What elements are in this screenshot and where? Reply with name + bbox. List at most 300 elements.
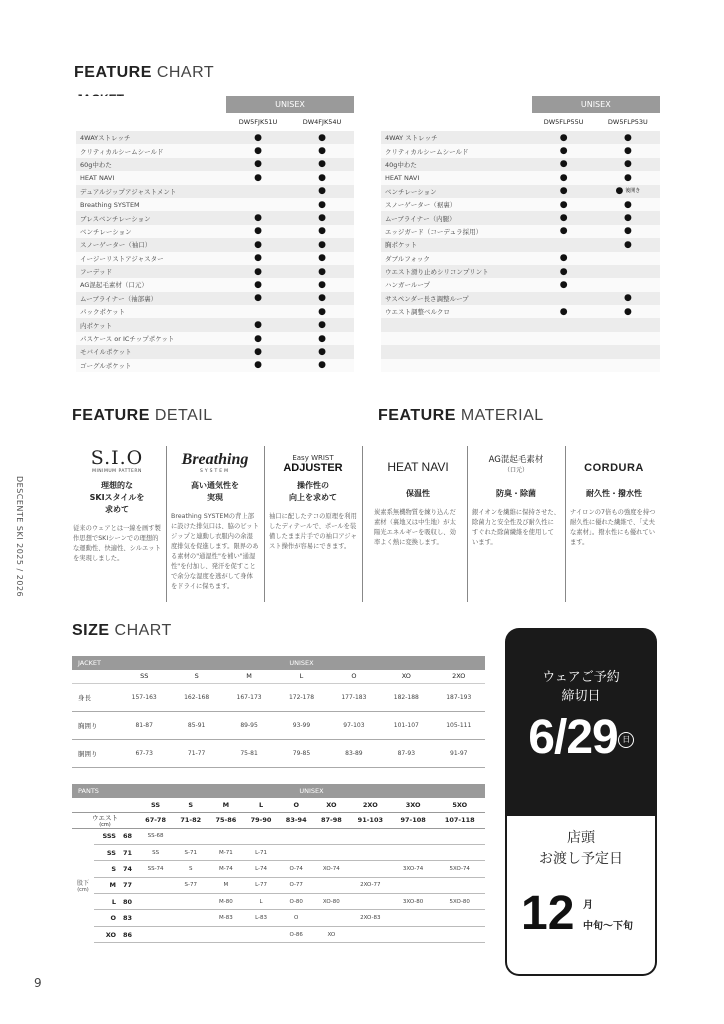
feature-row	[76, 359, 354, 372]
size-header: S	[170, 670, 222, 683]
inseam-size-code	[435, 926, 486, 942]
feature-dot: ●	[290, 238, 354, 251]
feature-row	[381, 278, 660, 291]
material-cordura	[566, 432, 662, 548]
feature-row	[381, 265, 660, 278]
feature-row	[76, 198, 354, 211]
waist-value: 83-94	[279, 812, 314, 828]
inseam-size-code	[279, 844, 314, 860]
feature-row	[76, 345, 354, 358]
catalog-side-title: DESCENTE SKI 2025 / 2026	[15, 476, 24, 598]
feature-dot: ●	[226, 158, 290, 171]
feature-dot: ● 後開き	[596, 185, 660, 198]
feature-dot: ●	[532, 158, 596, 171]
size-header: SS	[138, 798, 173, 812]
blank-cell	[381, 113, 532, 131]
inseam-size-code: S-71	[173, 844, 208, 860]
measure-value: 93-99	[275, 711, 327, 739]
inseam-size: SS	[94, 844, 120, 860]
waist-label	[72, 812, 138, 828]
inseam-size-code: O-74	[279, 861, 314, 877]
feature-dot	[226, 198, 290, 211]
feature-dot: ●	[532, 171, 596, 184]
product-code: DW4FJK54U	[290, 113, 354, 131]
inseam-size-code	[349, 861, 392, 877]
delivery-month-unit: 月	[583, 900, 593, 911]
feature-row	[76, 131, 354, 144]
inseam-size-code: L-77	[243, 877, 278, 893]
feature-name	[381, 345, 532, 358]
day-of-week-badge: 日	[618, 732, 634, 748]
inseam-size-code: M-74	[208, 861, 243, 877]
material-description: 銀イオンを繊維に保持させた、除菌力と安全性及び耐久性にすぐれた除菌繊維を使用しています。	[472, 509, 560, 546]
inseam-size-code	[435, 844, 486, 860]
measure-value: 97-103	[328, 711, 380, 739]
detail-sio	[69, 432, 165, 564]
header-row	[381, 96, 660, 113]
inseam-row	[72, 877, 485, 893]
feature-dot	[596, 345, 660, 358]
reservation-notice	[505, 628, 657, 976]
feature-row	[381, 144, 660, 157]
feature-dot: ●	[290, 211, 354, 224]
inseam-size-code: M-71	[208, 844, 243, 860]
inseam-size: SSS	[94, 828, 120, 844]
inseam-size-code	[349, 844, 392, 860]
page-number: 9	[34, 976, 42, 990]
waist-value: 79-90	[243, 812, 278, 828]
pants-feature-table	[381, 96, 660, 372]
feature-dot	[596, 265, 660, 278]
feature-row	[381, 332, 660, 345]
detail-description: 袖口に配したテコの原理を利用したディテールで、ポールを装備したまま片手での袖口アジャスト操作が容易にできます。	[269, 513, 357, 550]
feature-row	[76, 332, 354, 345]
feature-dot	[596, 332, 660, 345]
feature-name: パックポケット	[76, 305, 226, 318]
inseam-size: XO	[94, 926, 120, 942]
inseam-size-code: S-77	[173, 877, 208, 893]
feature-dot: ●	[596, 225, 660, 238]
feature-name: スノーゲーター（袖口）	[76, 238, 226, 251]
feature-name: HEAT NAVI	[76, 171, 226, 184]
feature-dot: ●	[532, 252, 596, 265]
measure-value: 91-97	[433, 739, 485, 767]
inseam-size-code: L-74	[243, 861, 278, 877]
feature-chart-heading: FEATURE CHART	[74, 64, 215, 81]
inseam-length: 71	[120, 844, 138, 860]
inseam-length: 77	[120, 877, 138, 893]
inseam-size-code	[243, 926, 278, 942]
pants-size-table	[72, 784, 485, 943]
inseam-size-code	[173, 828, 208, 844]
feature-dot: ●	[226, 345, 290, 358]
feature-dot: ●	[596, 131, 660, 144]
feature-name: ベンチレーション	[76, 225, 226, 238]
feature-name: ムーブライナー（内腿）	[381, 211, 532, 224]
inseam-size-code	[392, 910, 435, 926]
feature-row	[381, 225, 660, 238]
feature-dot: ●	[290, 158, 354, 171]
feature-dot	[532, 292, 596, 305]
measure-value: 89-95	[223, 711, 275, 739]
header-row	[76, 96, 354, 113]
inseam-size-code	[138, 926, 173, 942]
adjuster-logo: Easy WRIST ADJUSTER	[283, 454, 343, 474]
material-heat-navi	[370, 432, 466, 548]
heat-navi-logo: HEAT NAVI	[387, 460, 449, 474]
inseam-length: 86	[120, 926, 138, 942]
inseam-size-code: XO	[314, 926, 349, 942]
feature-dot: ●	[596, 292, 660, 305]
feature-row	[381, 359, 660, 372]
inseam-size-code: XO-74	[314, 861, 349, 877]
measure-value: 177-183	[328, 683, 380, 711]
feature-dot: ●	[226, 359, 290, 372]
feature-row	[76, 252, 354, 265]
inseam-size-code: L-71	[243, 844, 278, 860]
feature-dot: ●	[596, 305, 660, 318]
code-row	[76, 113, 354, 131]
inseam-size-code	[173, 926, 208, 942]
feature-dot	[226, 305, 290, 318]
material-description: ナイロンの7倍もの強度を持つ耐久性に優れた繊維で、「丈夫な素材」。撥水性にも優れています。	[570, 509, 656, 546]
blank-cell	[76, 113, 226, 131]
table-label: PANTS	[72, 784, 138, 798]
feature-dot: ●	[290, 359, 354, 372]
detail-title: 操作性の 向上を求めて	[289, 481, 337, 502]
size-header: M	[223, 670, 275, 683]
inseam-size-code: SS	[138, 844, 173, 860]
feature-name: Breathing SYSTEM	[76, 198, 226, 211]
feature-name: ウエスト調整ベルクロ	[381, 305, 532, 318]
feature-row	[381, 171, 660, 184]
feature-name: ダブルフォック	[381, 252, 532, 265]
feature-dot: ●	[596, 211, 660, 224]
unisex-header: UNISEX	[138, 784, 485, 798]
size-header: SS	[118, 670, 170, 683]
feature-dot: ●	[290, 131, 354, 144]
feature-dot	[596, 359, 660, 372]
feature-name: スノーゲーター（裾裏）	[381, 198, 532, 211]
feature-dot: ●	[226, 318, 290, 331]
detail-description: 従来のウェアとは一線を画す製作思想でSKIシーンでの理想的な運動性、快適性、シルエットを実現しました。	[73, 525, 161, 562]
feature-row	[76, 305, 354, 318]
size-header: L	[243, 798, 278, 812]
inseam-size-code: XO-80	[314, 894, 349, 910]
inseam-size-code: L	[243, 894, 278, 910]
inseam-size-code: 3XO-74	[392, 861, 435, 877]
measure-label: 胸囲り	[72, 711, 118, 739]
feature-dot	[532, 345, 596, 358]
feature-dot: ●	[226, 332, 290, 345]
delivery-panel	[507, 816, 655, 974]
material-title: 耐久性・撥水性	[586, 489, 642, 498]
blank-cell	[72, 670, 118, 683]
inseam-size: L	[94, 894, 120, 910]
feature-name: 胸ポケット	[381, 238, 532, 251]
feature-dot: ●	[290, 318, 354, 331]
feature-name: 内ポケット	[76, 318, 226, 331]
feature-row	[76, 171, 354, 184]
feature-dot	[532, 238, 596, 251]
inseam-size-code: 5XO-74	[435, 861, 486, 877]
inseam-length: 68	[120, 828, 138, 844]
feature-row	[381, 198, 660, 211]
feature-name	[381, 359, 532, 372]
feature-dot: ●	[290, 265, 354, 278]
feature-row	[76, 318, 354, 331]
detail-title: 高い通気性を 実現	[191, 481, 239, 502]
delivery-period: 中旬〜下旬	[583, 921, 633, 932]
feature-name: デュアルジップアジャストメント	[76, 185, 226, 198]
feature-dot: ●	[532, 305, 596, 318]
inseam-label	[72, 828, 94, 943]
breathing-logo: Breathing SYSTEM	[181, 451, 249, 474]
measure-label: 胴囲り	[72, 739, 118, 767]
feature-row	[381, 345, 660, 358]
feature-dot: ●	[290, 225, 354, 238]
inseam-size-code	[314, 910, 349, 926]
inseam-size-code: 5XO-80	[435, 894, 486, 910]
sio-logo: S.I.O MINIMUM PATTERN	[90, 447, 144, 474]
feature-row	[76, 278, 354, 291]
inseam-size-code	[243, 828, 278, 844]
feature-name: ムーブライナー（袖部裏）	[76, 292, 226, 305]
feature-name	[381, 318, 532, 331]
feature-dot: ●	[226, 292, 290, 305]
measure-value: 83-89	[328, 739, 380, 767]
unisex-header: UNISEX	[118, 656, 485, 670]
waist-value: 97-108	[392, 812, 435, 828]
product-code: DW5FJK51U	[226, 113, 290, 131]
feature-name: ウエスト滑り止めシリコンプリント	[381, 265, 532, 278]
inseam-size-code: 2XO-83	[349, 910, 392, 926]
waist-row	[72, 812, 485, 828]
inseam-size-code: 3XO-80	[392, 894, 435, 910]
measure-value: 105-111	[433, 711, 485, 739]
measure-row	[72, 683, 485, 711]
inseam-size-code	[208, 828, 243, 844]
waist-value: 71-82	[173, 812, 208, 828]
feature-name: ベンチレーション	[381, 185, 532, 198]
feature-row	[381, 131, 660, 144]
feature-dot: ●	[596, 198, 660, 211]
inseam-size-code: 2XO-77	[349, 877, 392, 893]
feature-dot: ●	[596, 158, 660, 171]
feature-row	[381, 211, 660, 224]
measure-value: 162-168	[170, 683, 222, 711]
feature-row	[381, 238, 660, 251]
measure-value: 81-87	[118, 711, 170, 739]
product-code: DW5FLP53U	[596, 113, 660, 131]
feature-dot: ●	[290, 185, 354, 198]
unisex-header: UNISEX	[532, 96, 660, 113]
feature-note: 後開き	[625, 188, 641, 195]
size-header: O	[279, 798, 314, 812]
feature-dot: ●	[532, 198, 596, 211]
feature-detail-heading: FEATURE DETAIL	[72, 407, 213, 424]
feature-dot: ●	[532, 185, 596, 198]
feature-dot: ●	[532, 144, 596, 157]
inseam-size-code	[314, 877, 349, 893]
detail-description: Breathing SYSTEMの背上部に設けた排気口は、脇のピットジップと連動し衣服内の余湿度排気を促進します。限界のある素材の"通湿性"を補い"通湿性"を付加し、発汗を促すことで余分な湿度を逃がして身体をドライに保ちます。	[171, 513, 259, 590]
inseam-size-code: O-86	[279, 926, 314, 942]
inseam-size-code	[435, 910, 486, 926]
material-title: 保温性	[406, 489, 430, 498]
feature-row	[76, 292, 354, 305]
feature-dot: ●	[290, 252, 354, 265]
inseam-size: S	[94, 861, 120, 877]
inseam-size-code	[349, 828, 392, 844]
blank-cell	[72, 798, 138, 812]
delivery-month: 12	[521, 887, 575, 940]
inseam-size-code	[314, 844, 349, 860]
inseam-size-code	[349, 926, 392, 942]
size-header: L	[275, 670, 327, 683]
waist-unit: (cm)	[99, 821, 111, 828]
feature-material-heading: FEATURE MATERIAL	[378, 407, 544, 424]
feature-name: 4WAY ストレッチ	[381, 131, 532, 144]
feature-dot	[532, 359, 596, 372]
feature-dot: ●	[290, 198, 354, 211]
inseam-size-code: M-80	[208, 894, 243, 910]
jacket-size-table	[72, 656, 485, 768]
feature-row	[76, 265, 354, 278]
feature-name: サスペンダー長さ調整ループ	[381, 292, 532, 305]
feature-dot: ●	[226, 131, 290, 144]
measure-label: 身長	[72, 683, 118, 711]
feature-row	[381, 158, 660, 171]
feature-name: 40g中わた	[381, 158, 532, 171]
inseam-size-code	[314, 828, 349, 844]
inseam-size-code	[435, 828, 486, 844]
feature-dot: ●	[290, 305, 354, 318]
inseam-row	[72, 828, 485, 844]
unisex-header: UNISEX	[226, 96, 354, 113]
size-header: 3XO	[392, 798, 435, 812]
feature-name: イージーリストアジャスター	[76, 252, 226, 265]
size-header: 2XO	[349, 798, 392, 812]
feature-dot: ●	[532, 211, 596, 224]
header-row	[72, 784, 485, 798]
feature-name: ブレスベンチレーション	[76, 211, 226, 224]
feature-dot: ●	[226, 225, 290, 238]
feature-dot	[226, 185, 290, 198]
feature-row	[76, 225, 354, 238]
feature-dot: ●	[532, 278, 596, 291]
size-row	[72, 798, 485, 812]
measure-value: 75-81	[223, 739, 275, 767]
feature-dot: ●	[226, 238, 290, 251]
inseam-unit: (cm)	[77, 887, 89, 894]
measure-value: 87-93	[380, 739, 432, 767]
measure-value: 85-91	[170, 711, 222, 739]
feature-dot: ●	[226, 144, 290, 157]
inseam-label-text: 股下	[76, 880, 89, 888]
blank-cell	[381, 96, 532, 113]
feature-name: HEAT NAVI	[381, 171, 532, 184]
inseam-size-code	[349, 894, 392, 910]
inseam-size-code	[173, 910, 208, 926]
feature-name: エッジガード（コーデュラ採用）	[381, 225, 532, 238]
feature-name	[381, 332, 532, 345]
feature-row	[76, 185, 354, 198]
feature-dot	[596, 252, 660, 265]
waist-value: 87-98	[314, 812, 349, 828]
inseam-size-code: M-83	[208, 910, 243, 926]
inseam-size-code	[138, 894, 173, 910]
waist-value: 107-118	[435, 812, 486, 828]
inseam-size-code	[392, 844, 435, 860]
inseam-size: O	[94, 910, 120, 926]
material-description: 炭素系無機物質を練り込んだ素材（裏地又は中生地）が太陽光エネルギーを吸収し、効率よく熱に変換します。	[374, 509, 456, 546]
measure-value: 79-85	[275, 739, 327, 767]
inseam-size-code: O-80	[279, 894, 314, 910]
feature-dot: ●	[532, 265, 596, 278]
material-title: 防臭・除菌	[496, 489, 536, 498]
feature-dot: ●	[290, 278, 354, 291]
feature-row	[76, 158, 354, 171]
feature-dot: ●	[226, 265, 290, 278]
size-header: XO	[314, 798, 349, 812]
inseam-size-code: SS-74	[138, 861, 173, 877]
measure-row	[72, 739, 485, 767]
inseam-row	[72, 926, 485, 942]
feature-row	[381, 252, 660, 265]
inseam-size-code	[392, 828, 435, 844]
feature-row	[381, 292, 660, 305]
table-label: JACKET	[72, 656, 118, 670]
inseam-row	[72, 894, 485, 910]
feature-row	[76, 144, 354, 157]
blank-cell	[76, 96, 226, 113]
detail-title: 理想的な SKIスタイルを 求めて	[89, 481, 145, 514]
size-row	[72, 670, 485, 683]
feature-dot: ●	[226, 171, 290, 184]
inseam-size-code: S	[173, 861, 208, 877]
inseam-size-code	[392, 926, 435, 942]
feature-dot: ●	[226, 211, 290, 224]
feature-name: パスケース or ICチップポケット	[76, 332, 226, 345]
detail-wrist-adjuster	[265, 432, 361, 552]
inseam-size-code	[138, 877, 173, 893]
inseam-row	[72, 844, 485, 860]
code-row	[381, 113, 660, 131]
inseam-size-code	[279, 828, 314, 844]
measure-value: 101-107	[380, 711, 432, 739]
inseam-size: M	[94, 877, 120, 893]
jacket-feature-table	[76, 96, 354, 372]
feature-row	[381, 318, 660, 331]
feature-row	[76, 211, 354, 224]
waist-label-text: ウエスト	[92, 813, 118, 822]
feature-dot: ●	[596, 238, 660, 251]
feature-name: ゴーグルポケット	[76, 359, 226, 372]
feature-name: ハンガーループ	[381, 278, 532, 291]
ag-logo: AG混起毛素材 （口元）	[488, 455, 544, 474]
inseam-size-code: SS-68	[138, 828, 173, 844]
inseam-row	[72, 910, 485, 926]
feature-name: AG混起毛素材（口元）	[76, 278, 226, 291]
inseam-length: 74	[120, 861, 138, 877]
feature-name: 4WAYストレッチ	[76, 131, 226, 144]
size-chart-heading: SIZE CHART	[72, 622, 172, 639]
inseam-size-code	[435, 877, 486, 893]
feature-dot: ●	[596, 171, 660, 184]
feature-dot: ●	[290, 332, 354, 345]
waist-value: 91-103	[349, 812, 392, 828]
inseam-size-code: O	[279, 910, 314, 926]
